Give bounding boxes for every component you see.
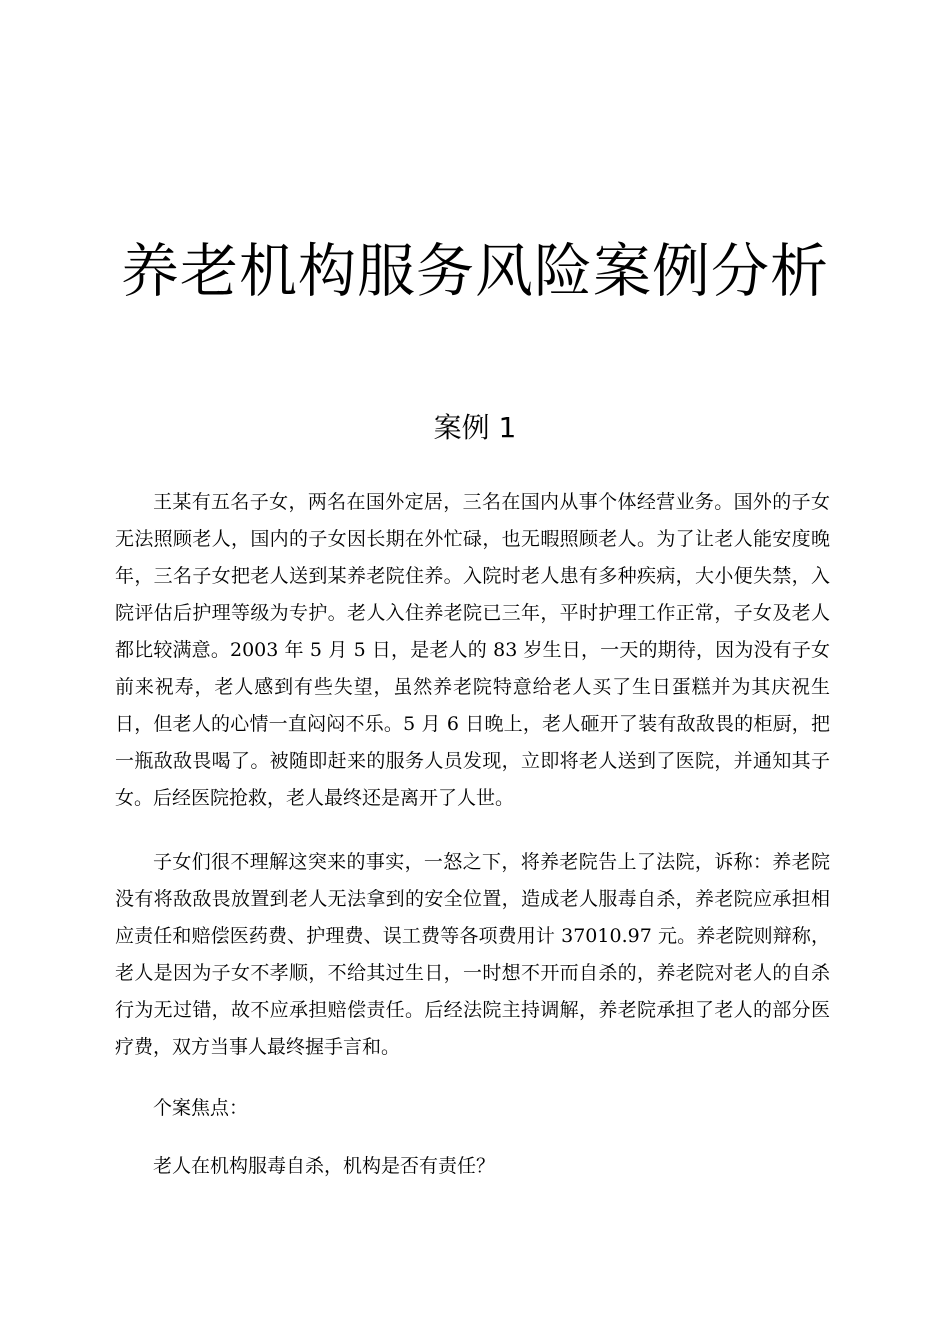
case-focus-label: 个案焦点：: [153, 1097, 249, 1119]
case-paragraph-1: 王某有五名子女，两名在国外定居，三名在国内从事个体经营业务。国外的子女无法照顾老人，国内的子女因长期在外忙碌，也无暇照顾老人。为了让老人能安度晚年，三名子女把老人送到某养老院住养。入院时老人患有多种疾病，大小便失禁，入院评估后护理等级为专护。老人入住养老院已三年，平时护理工作正常，子女及老人都比较满意。2003 年 5 月 5 日，是老人的 83 岁生日，一天的期待，因为没有子女前来祝寿，老人感到有些失望，虽然养老院特意给老人买了生日蛋糕并为其庆祝生日，但老人的心情一直闷闷不乐。5 月 6 日晚上，老人砸开了装有敌敌畏的柜厨，把一瓶敌敌畏喝了。被随即赶来的服务人员发现，立即将老人送到了医院，并通知其子女。后经医院抢救，老人最终还是离开了人世。: [115, 491, 830, 809]
document-title: 养老机构服务风险案例分析: [120, 237, 829, 305]
case-heading: 案例 1: [433, 411, 517, 444]
case-paragraph-2: 子女们很不理解这突来的事实，一怒之下，将养老院告上了法院，诉称：养老院没有将敌敌畏放置到老人无法拿到的安全位置，造成老人服毒自杀，养老院应承担相应责任和赔偿医药费、护理费、误工费等各项费用计 37010.97 元。养老院则辩称，老人是因为子女不孝顺，不给其过生日，一时想不开而自杀的，养老院对老人的自杀行为无过错，故不应承担赔偿责任。后经法院主持调解，养老院承担了老人的部分医疗费，双方当事人最终握手言和。: [115, 851, 830, 1058]
case-focus-question: 老人在机构服毒自杀，机构是否有责任？: [153, 1155, 496, 1177]
